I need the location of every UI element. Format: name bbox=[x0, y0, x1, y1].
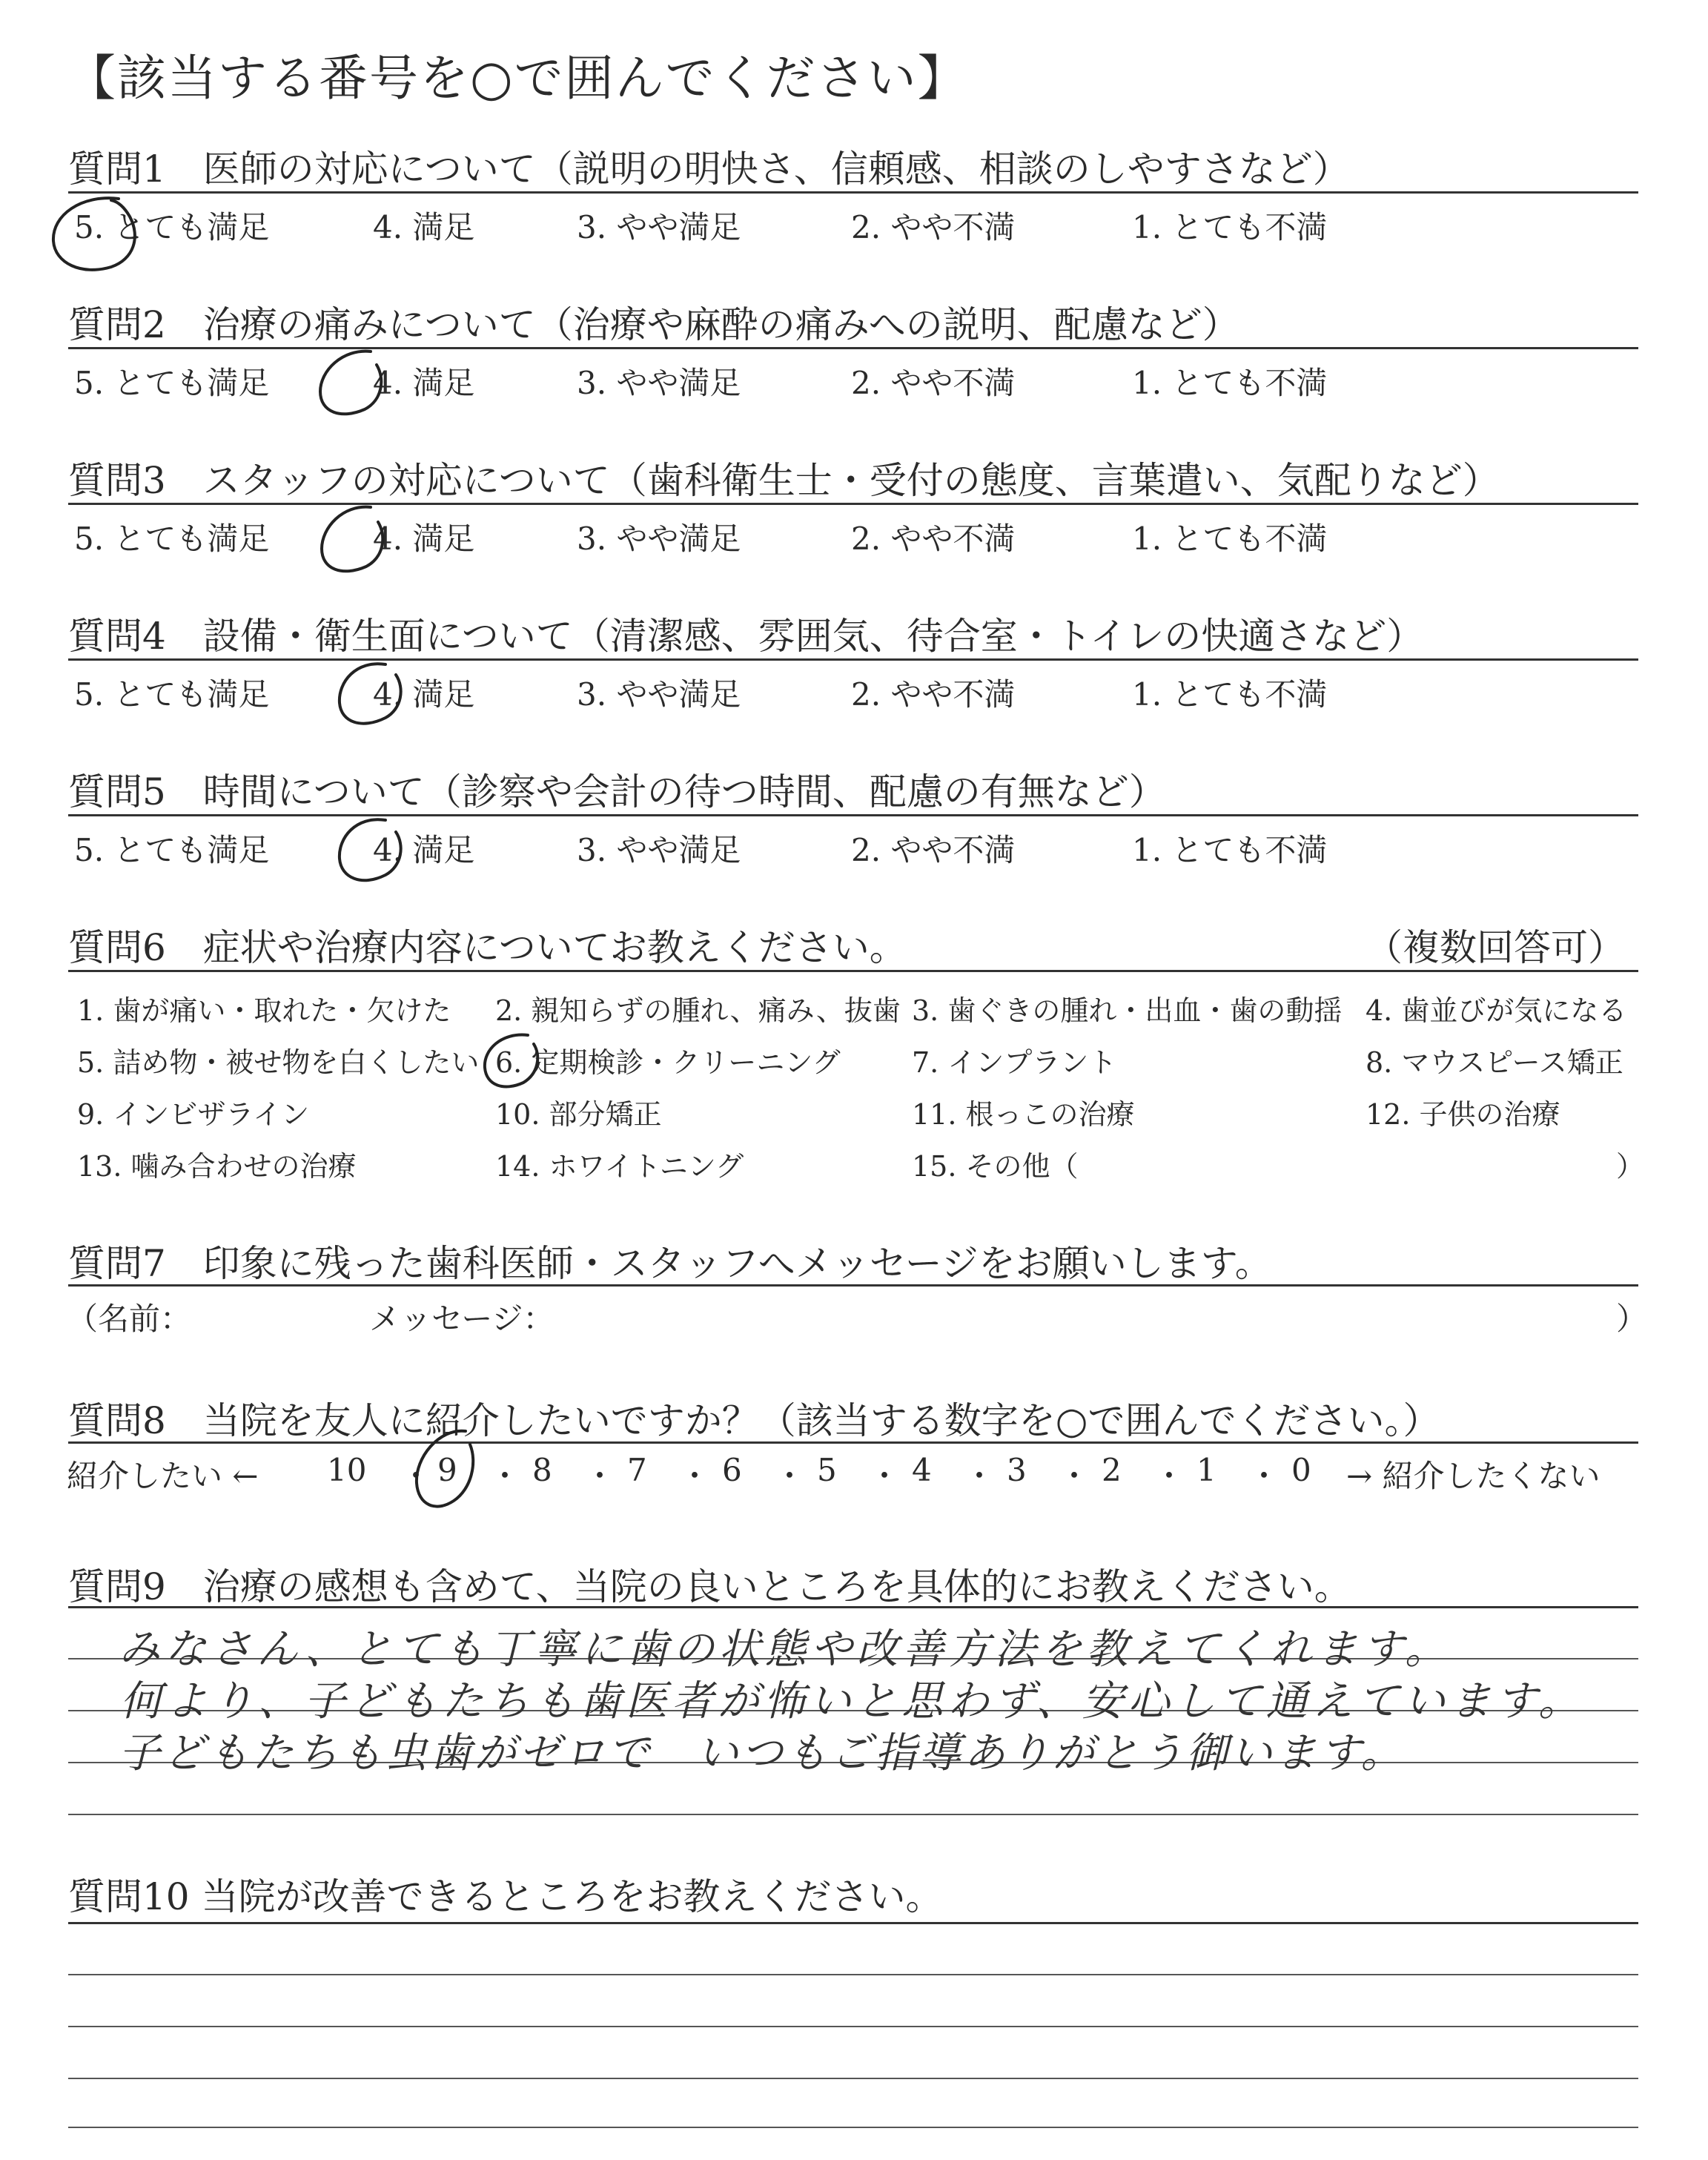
q6-option-2[interactable]: 2. 親知らずの腫れ、痛み、抜歯 bbox=[495, 994, 901, 1027]
q2-selection-circle bbox=[320, 351, 381, 415]
q3-option-1[interactable]: 1. とても不満 bbox=[1132, 521, 1328, 557]
answer-line bbox=[68, 2026, 1638, 2027]
q6-option-6[interactable]: 6. 定期検診・クリーニング bbox=[495, 1046, 841, 1079]
q7-message-label: メッセージ： bbox=[369, 1301, 555, 1337]
q1-option-2[interactable]: 2. やや不満 bbox=[851, 209, 1016, 245]
q8-number-5[interactable]: 5 bbox=[817, 1452, 837, 1488]
q1-option-3[interactable]: 3. やや満足 bbox=[577, 209, 741, 245]
q6-option-5[interactable]: 5. 詰め物・被せ物を白くしたい bbox=[77, 1046, 480, 1079]
q8-separator: ・ bbox=[1248, 1458, 1280, 1494]
answer-line bbox=[68, 1814, 1638, 1815]
answer-line bbox=[68, 2127, 1638, 2128]
question-10-title: 質問10 当院が改善できるところをお教えください。 bbox=[68, 1875, 943, 1918]
question-1-title: 質問1 医師の対応について（説明の明快さ、信頼感、相談のしやすさなど） bbox=[68, 148, 1350, 191]
q5-option-4[interactable]: 4. 満足 bbox=[373, 832, 475, 868]
q8-number-8[interactable]: 8 bbox=[532, 1452, 552, 1488]
divider bbox=[68, 1441, 1638, 1444]
q7-name-label: （名前： bbox=[67, 1301, 192, 1337]
q8-separator: ・ bbox=[1059, 1458, 1090, 1494]
q5-option-2[interactable]: 2. やや不満 bbox=[851, 832, 1016, 868]
q8-separator: ・ bbox=[489, 1458, 521, 1494]
q8-separator: ・ bbox=[869, 1458, 901, 1494]
question-3-title: 質問3 スタッフの対応について（歯科衛生士・受付の態度、言葉遣い、気配りなど） bbox=[68, 459, 1500, 502]
q5-option-3[interactable]: 3. やや満足 bbox=[577, 832, 741, 868]
form-header: 【該当する番号を○で囲んでください】 bbox=[67, 50, 968, 107]
q6-option-12[interactable]: 12. 子供の治療 bbox=[1366, 1098, 1560, 1131]
q6-option-10[interactable]: 10. 部分矯正 bbox=[495, 1098, 662, 1131]
q9-answer-line-2: 何より、子どもたちも歯医者が怖いと思わず、安心して通えています。 bbox=[120, 1677, 1585, 1725]
q6-option-14[interactable]: 14. ホワイトニング bbox=[495, 1150, 744, 1183]
q9-answer-line-3: 子どもたちも虫歯がゼロで いつもご指導ありがとう御います。 bbox=[119, 1729, 1406, 1777]
q6-option-3[interactable]: 3. 歯ぐきの腫れ・出血・歯の動揺 bbox=[912, 994, 1343, 1027]
q8-separator: ・ bbox=[679, 1458, 711, 1494]
q2-option-4[interactable]: 4. 満足 bbox=[373, 365, 475, 401]
q3-option-2[interactable]: 2. やや不満 bbox=[851, 521, 1016, 557]
q6-option-15[interactable]: 15. その他（ bbox=[912, 1150, 1079, 1183]
q4-option-5[interactable]: 5. とても満足 bbox=[74, 676, 270, 713]
divider bbox=[68, 1284, 1638, 1287]
q2-option-3[interactable]: 3. やや満足 bbox=[577, 365, 741, 401]
q8-number-2[interactable]: 2 bbox=[1102, 1452, 1122, 1488]
q4-option-3[interactable]: 3. やや満足 bbox=[577, 676, 741, 713]
q5-option-5[interactable]: 5. とても満足 bbox=[74, 832, 270, 868]
q8-separator: ・ bbox=[774, 1458, 806, 1494]
question-2-title: 質問2 治療の痛みについて（治療や麻酔の痛みへの説明、配慮など） bbox=[68, 303, 1239, 346]
question-4-title: 質問4 設備・衛生面について（清潔感、雰囲気、待合室・トイレの快適さなど） bbox=[68, 615, 1424, 658]
q8-number-6[interactable]: 6 bbox=[722, 1452, 742, 1488]
q2-option-2[interactable]: 2. やや不満 bbox=[851, 365, 1016, 401]
q4-option-4[interactable]: 4. 満足 bbox=[373, 676, 475, 713]
q8-number-10[interactable]: 10 bbox=[327, 1452, 367, 1488]
q6-option-13[interactable]: 13. 噛み合わせの治療 bbox=[77, 1150, 357, 1183]
q8-separator: ・ bbox=[584, 1458, 616, 1494]
q4-option-2[interactable]: 2. やや不満 bbox=[851, 676, 1016, 713]
divider bbox=[68, 347, 1638, 349]
q8-number-3[interactable]: 3 bbox=[1007, 1452, 1027, 1488]
q3-option-4[interactable]: 4. 満足 bbox=[373, 521, 475, 557]
question-5-title: 質問5 時間について（診察や会計の待つ時間、配慮の有無など） bbox=[68, 770, 1166, 813]
q6-other-close: ） bbox=[1616, 1150, 1645, 1183]
question-8-title: 質問8 当院を友人に紹介したいですか？（該当する数字を○で囲んでください。） bbox=[68, 1399, 1440, 1442]
q6-option-7[interactable]: 7. インプラント bbox=[912, 1046, 1117, 1079]
q8-number-4[interactable]: 4 bbox=[912, 1452, 932, 1488]
question-9-title: 質問9 治療の感想も含めて、当院の良いところを具体的にお教えください。 bbox=[68, 1565, 1351, 1608]
q8-separator: ・ bbox=[400, 1458, 432, 1494]
q3-option-3[interactable]: 3. やや満足 bbox=[577, 521, 741, 557]
q6-option-1[interactable]: 1. 歯が痛い・取れた・欠けた bbox=[77, 994, 451, 1027]
question-7-title: 質問7 印象に残った歯科医師・スタッフへメッセージをお願いします。 bbox=[68, 1242, 1272, 1285]
q4-option-1[interactable]: 1. とても不満 bbox=[1132, 676, 1328, 713]
q8-right-label: → 紹介したくない bbox=[1346, 1458, 1601, 1494]
q6-option-11[interactable]: 11. 根っこの治療 bbox=[912, 1098, 1135, 1131]
q9-answer-line-1: みなさん、とても丁寧に歯の状態や改善方法を教えてくれます。 bbox=[119, 1625, 1451, 1674]
q8-separator: ・ bbox=[1153, 1458, 1185, 1494]
question-6-note: （複数回答可） bbox=[1366, 926, 1625, 969]
q8-left-label: 紹介したい ← bbox=[67, 1458, 259, 1494]
q3-option-5[interactable]: 5. とても満足 bbox=[74, 521, 270, 557]
q1-option-5[interactable]: 5. とても満足 bbox=[74, 209, 270, 245]
q8-separator: ・ bbox=[964, 1458, 996, 1494]
divider bbox=[68, 1922, 1638, 1924]
divider bbox=[68, 503, 1638, 505]
q8-number-7[interactable]: 7 bbox=[627, 1452, 647, 1488]
answer-line bbox=[68, 2078, 1638, 2079]
divider bbox=[68, 1606, 1638, 1608]
q1-option-4[interactable]: 4. 満足 bbox=[373, 209, 475, 245]
q2-option-1[interactable]: 1. とても不満 bbox=[1132, 365, 1328, 401]
q6-option-9[interactable]: 9. インビザライン bbox=[77, 1098, 310, 1131]
q7-close: ） bbox=[1616, 1301, 1648, 1337]
q5-option-1[interactable]: 1. とても不満 bbox=[1132, 832, 1328, 868]
q1-option-1[interactable]: 1. とても不満 bbox=[1132, 209, 1328, 245]
divider bbox=[68, 814, 1638, 816]
divider bbox=[68, 191, 1638, 194]
answer-line bbox=[68, 1974, 1638, 1975]
q8-number-1[interactable]: 1 bbox=[1196, 1452, 1217, 1488]
q6-option-4[interactable]: 4. 歯並びが気になる bbox=[1366, 994, 1627, 1027]
q6-option-8[interactable]: 8. マウスピース矯正 bbox=[1366, 1046, 1623, 1079]
question-6-title: 質問6 症状や治療内容についてお教えください。 bbox=[68, 926, 907, 969]
divider bbox=[68, 658, 1638, 661]
q2-option-5[interactable]: 5. とても満足 bbox=[74, 365, 270, 401]
q8-number-0[interactable]: 0 bbox=[1291, 1452, 1311, 1488]
divider bbox=[68, 970, 1638, 972]
q8-number-9[interactable]: 9 bbox=[437, 1452, 457, 1488]
